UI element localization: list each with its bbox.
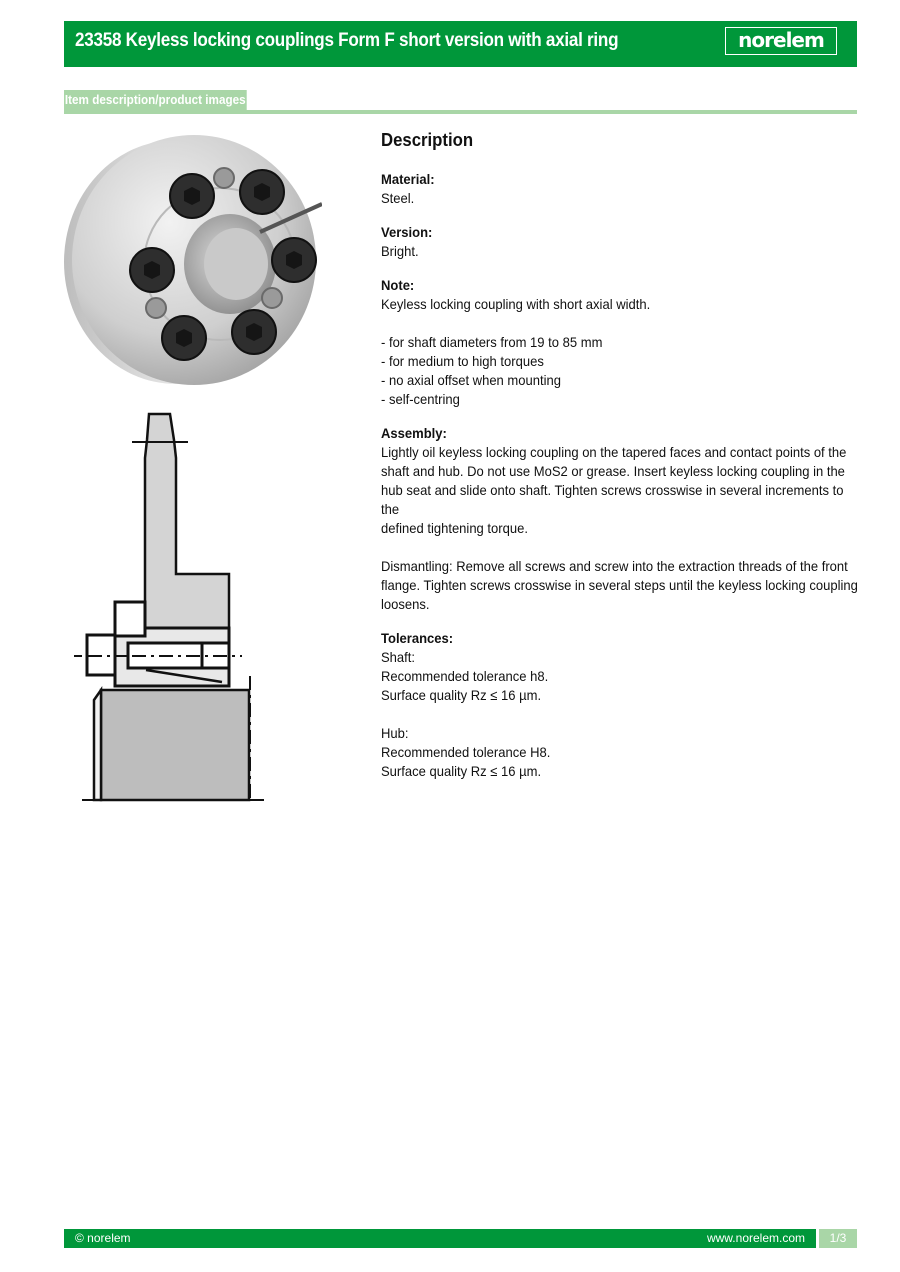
version-block (381, 223, 861, 261)
shaft-label: Shaft: (381, 649, 416, 665)
note-label: Note: (381, 277, 415, 293)
note-point: - self-centring (381, 391, 460, 407)
note-point: - for shaft diameters from 19 to 85 mm (381, 334, 603, 350)
assembly-label: Assembly: (381, 425, 447, 441)
note-intro: Keyless locking coupling with short axial width. (381, 296, 651, 312)
hub-tolerance: Recommended tolerance H8. (381, 744, 551, 760)
note-point: - no axial offset when mounting (381, 372, 561, 388)
dismantling-line: flange. Tighten screws crosswise in several steps until the keyless locking coupling (381, 577, 858, 593)
note-point: - for medium to high torques (381, 353, 544, 369)
assembly-line: Lightly oil keyless locking coupling on the tapered faces and contact points of the (381, 444, 847, 460)
tolerances-block (381, 629, 861, 781)
shaft-surface: Surface quality Rz ≤ 16 µm. (381, 687, 542, 703)
section-divider (64, 110, 857, 114)
assembly-line: defined tightening torque. (381, 520, 528, 536)
material-value: Steel. (381, 190, 415, 206)
hub-label: Hub: (381, 725, 409, 741)
website-link[interactable]: www.norelem.com (706, 1231, 805, 1245)
assembly-line: hub seat and slide onto shaft. Tighten screws crosswise in several increments to the (381, 482, 844, 517)
page-title: 23358 Keyless locking couplings Form F short version with axial ring (75, 30, 619, 51)
norelem-logo: norelem (725, 27, 837, 55)
page-header (64, 21, 857, 67)
note-block (381, 276, 861, 409)
copyright: © norelem (75, 1231, 131, 1245)
material-block (381, 170, 861, 208)
shaft-tolerance: Recommended tolerance h8. (381, 668, 549, 684)
tolerances-label: Tolerances: (381, 630, 454, 646)
page-footer (64, 1229, 857, 1248)
section-label: Item description/product images (64, 90, 247, 110)
section-header (64, 90, 857, 114)
assembly-block (381, 424, 861, 614)
assembly-line: shaft and hub. Do not use MoS2 or grease. Insert keyless locking coupling in the (381, 463, 845, 479)
version-label: Version: (381, 224, 433, 240)
hub-surface: Surface quality Rz ≤ 16 µm. (381, 763, 542, 779)
product-photo (64, 132, 322, 390)
dismantling-line: Dismantling: Remove all screws and screw into the extraction threads of the front (381, 558, 848, 574)
material-label: Material: (381, 171, 435, 187)
description-panel (381, 128, 861, 796)
description-title: Description (381, 130, 474, 150)
page-number: 1/3 (816, 1229, 857, 1248)
technical-drawing (72, 410, 272, 805)
dismantling-line: loosens. (381, 596, 430, 612)
version-value: Bright. (381, 243, 419, 259)
